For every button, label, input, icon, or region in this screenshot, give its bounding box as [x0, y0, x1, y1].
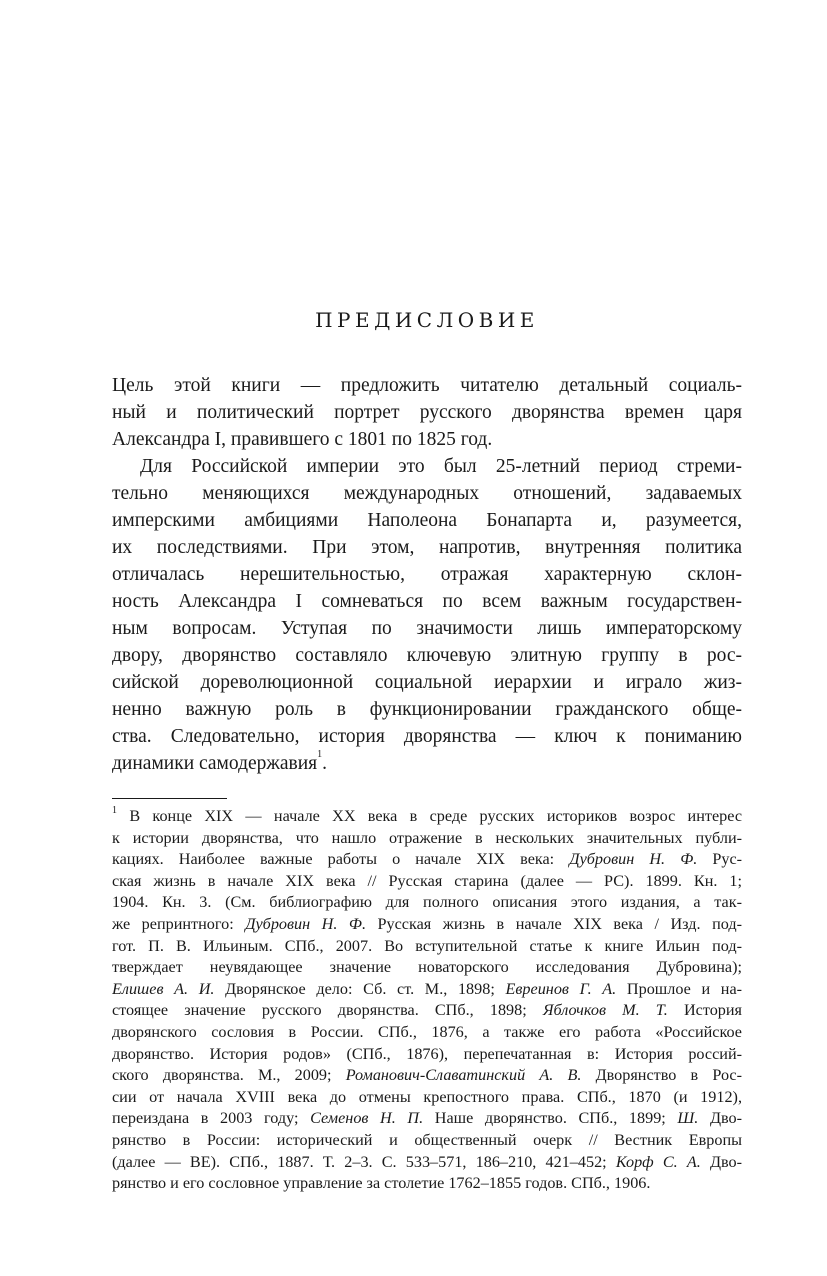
author-name: Дубровин Н. Ф.: [569, 850, 698, 869]
footnote-text: Наше дворянство. СПб., 1899;: [434, 1109, 666, 1128]
footnote-line: [112, 1065, 742, 1087]
footnote-text: ского дворянства. М., 2009;: [112, 1066, 332, 1085]
text-line: ства. Следовательно, история дворянства — ключ к пониманию: [112, 726, 742, 747]
main-text: [112, 372, 742, 777]
footnote-line: дворянство. История родов» (СПб., 1876), перепечатанная в: История россий-: [112, 1044, 742, 1063]
footnote-line: сии от начала XVIII века до отмены крепостного права. СПб., 1870 (и 1912),: [112, 1087, 742, 1106]
footnote-text: Дво-: [709, 1109, 742, 1128]
author-name: Корф С. А.: [615, 1152, 701, 1171]
text-line: Александра I, правившего с 1801 по 1825 год.: [112, 429, 493, 450]
text-line: ненно важную роль в функционировании гражданского обще-: [112, 699, 742, 720]
footnote-text: (далее — ВЕ). СПб., 1887. Т. 2–3. С. 533–571, 186–210, 421–452;: [112, 1152, 607, 1171]
text-line: имперскими амбициями Наполеона Бонапарта и, разумеется,: [112, 510, 742, 531]
author-name: Дубровин Н. Ф.: [245, 914, 366, 933]
footnote-text: Дворянство в Рос-: [595, 1066, 742, 1085]
footnote-divider: [112, 798, 227, 799]
text-line: Для Российской империи это был 25-летний период стреми-: [140, 456, 742, 477]
text-line: ный и политический портрет русского дворянства времен царя: [112, 402, 742, 423]
footnote: [112, 806, 742, 1195]
footnote-text: В конце XIX — начале XX века в среде русских историков возрос интерес: [129, 807, 742, 825]
footnote-line: [112, 1000, 742, 1022]
author-name: Елишев А. И.: [112, 979, 215, 998]
author-name: Ш.: [677, 1109, 699, 1128]
footnote-text: История: [683, 1001, 742, 1020]
footnote-line: [112, 914, 742, 936]
footnote-text: Дворянское дело: Сб. ст. М., 1898;: [225, 979, 495, 998]
footnote-line: к истории дворянства, что нашло отражение в нескольких значительных публи-: [112, 828, 742, 847]
footnote-line: [112, 806, 742, 828]
footnote-line: [112, 849, 742, 871]
text-line: тельно меняющихся международных отношений, задаваемых: [112, 483, 742, 504]
footnote-text: Рус-: [712, 850, 742, 869]
text-fragment: динамики самодержавия: [112, 753, 318, 774]
text-line: сийской дореволюционной социальной иерархии и играло жиз-: [112, 672, 742, 693]
author-name: Евреинов Г. А.: [505, 979, 617, 998]
footnote-text: же репринтного:: [112, 914, 234, 933]
footnote-line: тверждает неувядающее значение новаторского исследования Дубровина);: [112, 958, 742, 977]
footnote-line: [112, 979, 742, 1001]
footnote-text: Дво-: [709, 1152, 742, 1171]
text-line: Цель этой книги — предложить читателю детальный социаль-: [112, 375, 742, 396]
period: .: [322, 753, 328, 774]
footnote-reference[interactable]: 1: [317, 750, 323, 760]
footnote-line: рянство в России: исторический и общественный очерк // Вестник Европы: [112, 1130, 742, 1149]
footnote-line: гот. П. В. Ильиным. СПб., 2007. Во вступительной статье к книге Ильин под-: [112, 936, 742, 955]
author-name: Семенов Н. П.: [310, 1109, 424, 1128]
footnote-marker: 1: [112, 806, 117, 816]
text-line: ным вопросам. Уступая по значимости лишь императорскому: [112, 618, 742, 639]
footnote-line: [112, 1108, 742, 1130]
text-line: двору, дворянство составляло ключевую элитную группу в рос-: [112, 645, 742, 666]
footnote-text: переиздана в 2003 году;: [112, 1109, 299, 1128]
text-line: отличалась нерешительностью, отражая характерную склон-: [112, 564, 742, 585]
footnote-line: 1904. Кн. 3. (См. библиографию для полного описания этого издания, а так-: [112, 893, 742, 912]
footnote-text: стоящее значение русского дворянства. СПб., 1898;: [112, 1001, 527, 1020]
page-title: ПРЕДИСЛОВИЕ: [315, 308, 539, 332]
footnote-text: Прошлое и на-: [626, 979, 742, 998]
footnote-text: кациях. Наиболее важные работы о начале XIX века:: [112, 850, 555, 869]
author-name: Яблочков М. Т.: [542, 1001, 668, 1020]
footnote-line: [112, 1152, 742, 1174]
author-name: Романович-Славатинский А. В.: [345, 1066, 582, 1085]
footnote-text: Русская жизнь в начале XIX века / Изд. под-: [377, 914, 742, 933]
text-line: ность Александра I сомневаться по всем важным государствен-: [112, 591, 742, 612]
footnote-line: дворянского сословия в России. СПб., 1876, а также его работа «Российское: [112, 1022, 742, 1041]
text-line: их последствиями. При этом, напротив, внутренняя политика: [112, 537, 742, 558]
text-line-last: [112, 750, 742, 777]
footnote-line: ская жизнь в начале XIX века // Русская старина (далее — РС). 1899. Кн. 1;: [112, 871, 742, 890]
footnote-line: рянство и его сословное управление за столетие 1762–1855 годов. СПб., 1906.: [112, 1174, 651, 1193]
